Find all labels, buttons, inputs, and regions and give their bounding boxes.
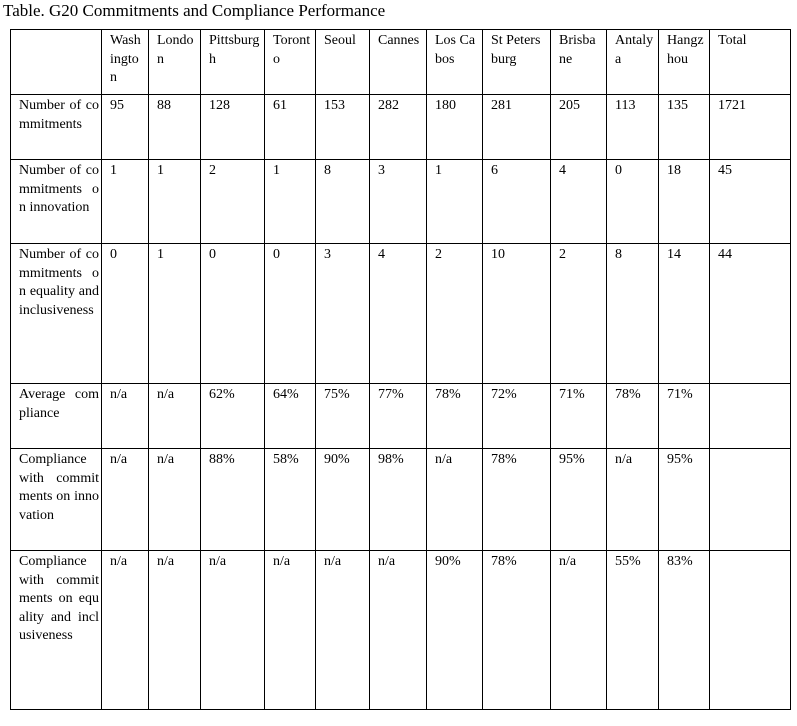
table-cell: 281 [483, 95, 551, 160]
table-cell: 2 [551, 244, 607, 384]
table-cell: 64% [265, 384, 316, 449]
table-cell [710, 449, 791, 551]
table-cell: 282 [370, 95, 427, 160]
column-header: Cannes [370, 30, 427, 95]
table-cell: 1 [149, 244, 201, 384]
column-header: Pittsburgh [201, 30, 265, 95]
table-cell: 4 [370, 244, 427, 384]
table-cell: 3 [316, 244, 370, 384]
table-row [11, 244, 791, 384]
table-cell: 78% [427, 384, 483, 449]
column-header: Antalya [607, 30, 659, 95]
table-cell: 44 [710, 244, 791, 384]
table-cell: 83% [659, 551, 710, 710]
row-label: Average compliance [11, 384, 102, 449]
table-cell: 77% [370, 384, 427, 449]
table-cell [710, 551, 791, 710]
table-cell: n/a [265, 551, 316, 710]
table-cell: 135 [659, 95, 710, 160]
table-cell: 75% [316, 384, 370, 449]
table-cell: 58% [265, 449, 316, 551]
table-cell: 78% [483, 449, 551, 551]
column-header: St Petersburg [483, 30, 551, 95]
table-title: Table. G20 Commitments and Compliance Performance [3, 1, 386, 20]
table-cell: n/a [102, 384, 149, 449]
table-cell: 1721 [710, 95, 791, 160]
table-cell: n/a [149, 551, 201, 710]
table-cell: 8 [316, 160, 370, 244]
table-cell: n/a [551, 551, 607, 710]
table-cell: n/a [607, 449, 659, 551]
table-cell: 113 [607, 95, 659, 160]
g20-compliance-table [10, 29, 791, 710]
table-cell: 6 [483, 160, 551, 244]
row-label: Number of commitments [11, 95, 102, 160]
table-cell: 72% [483, 384, 551, 449]
table-cell: 62% [201, 384, 265, 449]
table-cell: n/a [102, 551, 149, 710]
table-cell: 2 [427, 244, 483, 384]
column-header: Seoul [316, 30, 370, 95]
row-label: Compliance with commitments on equality and inclusiveness [11, 551, 102, 710]
table-cell: 95 [102, 95, 149, 160]
table-cell: n/a [149, 384, 201, 449]
table-cell: n/a [201, 551, 265, 710]
table-cell: n/a [427, 449, 483, 551]
table-cell: 4 [551, 160, 607, 244]
column-header: Washington [102, 30, 149, 95]
table-row [11, 160, 791, 244]
table-cell [710, 384, 791, 449]
column-header: Total [710, 30, 791, 95]
table-row [11, 551, 791, 710]
table-cell: 1 [265, 160, 316, 244]
table-cell: 78% [607, 384, 659, 449]
header-row [11, 30, 791, 95]
table-cell: 0 [201, 244, 265, 384]
table-cell: 71% [551, 384, 607, 449]
table-cell: n/a [149, 449, 201, 551]
table-cell: 90% [427, 551, 483, 710]
column-header: Brisbane [551, 30, 607, 95]
table-cell: 71% [659, 384, 710, 449]
table-cell: 3 [370, 160, 427, 244]
table-cell: 61 [265, 95, 316, 160]
table-row [11, 449, 791, 551]
table-cell: 10 [483, 244, 551, 384]
row-label: Compliance with commitments on innovation [11, 449, 102, 551]
row-label: Number of commitments on equality and inclusiveness [11, 244, 102, 384]
column-header: Toronto [265, 30, 316, 95]
table-cell: n/a [316, 551, 370, 710]
table-cell: 0 [607, 160, 659, 244]
column-header: London [149, 30, 201, 95]
table-cell: 2 [201, 160, 265, 244]
table-cell: 45 [710, 160, 791, 244]
table-cell: n/a [370, 551, 427, 710]
table-cell: 95% [551, 449, 607, 551]
table-cell: 88% [201, 449, 265, 551]
column-header: Hangzhou [659, 30, 710, 95]
table-cell: n/a [102, 449, 149, 551]
table-cell: 1 [102, 160, 149, 244]
table-cell: 8 [607, 244, 659, 384]
table-cell: 153 [316, 95, 370, 160]
table-cell: 18 [659, 160, 710, 244]
row-label: Number of commitments on innovation [11, 160, 102, 244]
table-cell: 1 [427, 160, 483, 244]
table-cell: 128 [201, 95, 265, 160]
table-cell: 95% [659, 449, 710, 551]
table-cell: 78% [483, 551, 551, 710]
table-cell: 0 [265, 244, 316, 384]
table-row [11, 95, 791, 160]
table-cell: 55% [607, 551, 659, 710]
table-cell: 98% [370, 449, 427, 551]
column-header: Los Cabos [427, 30, 483, 95]
table-cell: 205 [551, 95, 607, 160]
corner-cell [11, 30, 102, 95]
table-cell: 1 [149, 160, 201, 244]
table-cell: 14 [659, 244, 710, 384]
table-row [11, 384, 791, 449]
table-cell: 0 [102, 244, 149, 384]
table-cell: 90% [316, 449, 370, 551]
table-cell: 180 [427, 95, 483, 160]
table-cell: 88 [149, 95, 201, 160]
